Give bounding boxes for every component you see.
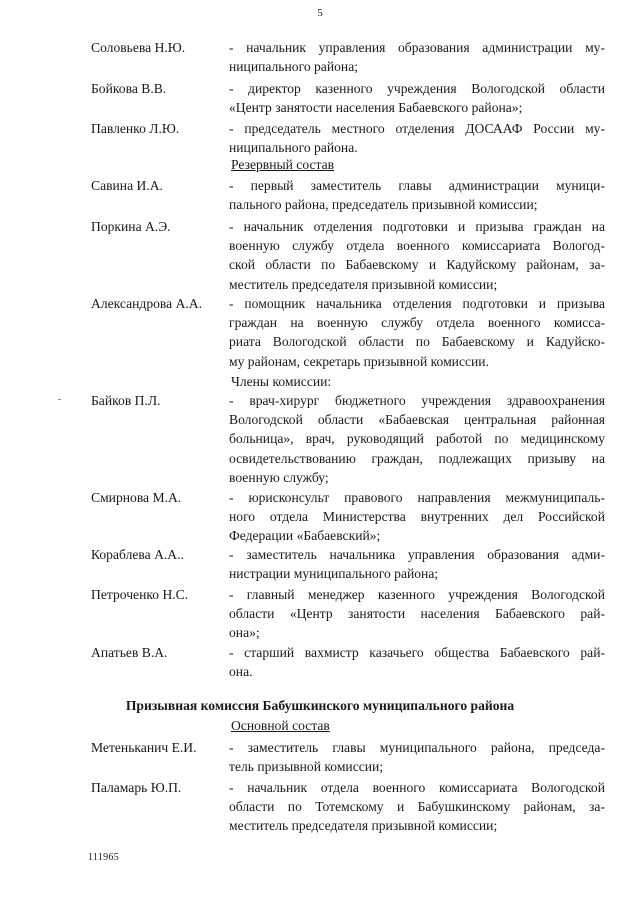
position-line: меститель председателя призывной комиссии;: [229, 276, 498, 292]
position-line: больница», врач, руководящий работой по медицинскому: [229, 431, 605, 447]
position-line: - заместитель начальника управления образования адми-: [229, 547, 605, 562]
position-line: Федерации «Бабаевский»;: [229, 528, 381, 544]
margin-mark: [58, 399, 61, 400]
member-position: [229, 294, 605, 371]
position-line: - заместитель главы муниципального района, председа-: [229, 740, 605, 755]
position-line: риата Вологодской области по Бабаевскому и Кадуйско-: [229, 334, 605, 350]
position-line: - помощник начальника отделения подготовки и призыва: [229, 296, 605, 311]
member-name: Александрова А.А.: [91, 296, 203, 311]
position-line: Вологодской области «Бабаевская центральная районная: [229, 412, 605, 428]
position-line: - юрисконсульт правового направления межмуниципаль-: [229, 490, 605, 505]
position-line: она.: [229, 664, 253, 680]
member-position: [229, 738, 605, 776]
position-line: - начальник управления образования администрации му-: [229, 40, 605, 55]
member-position: [229, 545, 605, 583]
member-position: [229, 38, 605, 76]
position-line: - первый заместитель главы администрации муници-: [229, 178, 605, 193]
member-position: [229, 176, 605, 214]
position-line: пального района, председатель призывной комиссии;: [229, 197, 538, 213]
members-heading: Члены комиссии:: [231, 374, 332, 389]
member-name: Метеньканич Е.И.: [91, 740, 197, 755]
member-position: [229, 391, 605, 487]
position-line: военную службу отдела военного комиссариата Вологод-: [229, 238, 605, 254]
section-title: Призывная комиссия Бабушкинского муниципального района: [125, 698, 515, 713]
member-position: [229, 488, 605, 546]
position-line: ниципального района.: [229, 140, 358, 156]
position-line: ской области по Бабаевскому и Кадуйскому районам, за-: [229, 257, 605, 273]
position-line: ниципального района;: [229, 59, 359, 75]
member-name: Смирнова М.А.: [91, 490, 182, 505]
position-line: - главный менеджер казенного учреждения Вологодской: [229, 587, 605, 602]
member-position: [229, 79, 605, 117]
member-position: [229, 643, 605, 681]
member-name: Паламарь Ю.П.: [91, 780, 182, 795]
position-line: области «Центр занятости населения Бабаевского рай-: [229, 606, 605, 622]
position-line: освидетельствованию граждан, подлежащих призыву на: [229, 450, 605, 466]
position-line: она»;: [229, 625, 260, 641]
member-name: Кораблева А.А..: [91, 547, 184, 562]
footer-code: 111965: [88, 852, 120, 863]
position-line: - начальник отдела военного комиссариата Вологодской: [229, 780, 605, 795]
position-line: - врач-хирург бюджетного учреждения здравоохранения: [229, 393, 605, 408]
member-name: Апатьев В.А.: [91, 645, 168, 660]
position-line: - председатель местного отделения ДОСААФ России му-: [229, 121, 605, 136]
position-line: ного отдела Министерства внутренних дел Российской: [229, 509, 605, 525]
member-position: [229, 778, 605, 836]
reserve-heading: Резервный состав: [231, 157, 335, 172]
member-name: Поркина А.Э.: [91, 219, 171, 234]
member-position: [229, 217, 605, 294]
position-line: граждан на военную службу отдела военного комисса-: [229, 315, 605, 331]
position-line: области по Тотемскому и Бабушкинскому районам, за-: [229, 799, 605, 815]
member-position: [229, 585, 605, 643]
member-name: Савина И.А.: [91, 178, 163, 193]
member-position: [229, 119, 605, 157]
position-line: - начальник отделения подготовки и призыва граждан на: [229, 219, 605, 234]
position-line: му районам, секретарь призывной комиссии.: [229, 353, 489, 369]
member-name: Бойкова В.В.: [91, 81, 167, 96]
position-line: нистрации муниципального района;: [229, 566, 439, 582]
main-composition-heading: Основной состав: [231, 718, 330, 733]
page-number: 5: [317, 7, 323, 19]
member-name: Соловьева Н.Ю.: [91, 40, 186, 55]
position-line: «Центр занятости населения Бабаевского района»;: [229, 100, 523, 116]
position-line: - старший вахмистр казачьего общества Бабаевского рай-: [229, 645, 605, 660]
member-name: Петроченко Н.С.: [91, 587, 189, 602]
position-line: тель призывной комиссии;: [229, 759, 384, 775]
position-line: - директор казенного учреждения Вологодской области: [229, 81, 605, 96]
position-line: меститель председателя призывной комиссии;: [229, 818, 498, 834]
position-line: военную службу;: [229, 469, 329, 485]
member-name: Павленко Л.Ю.: [91, 121, 180, 136]
member-name: Байков П.Л.: [91, 393, 161, 408]
